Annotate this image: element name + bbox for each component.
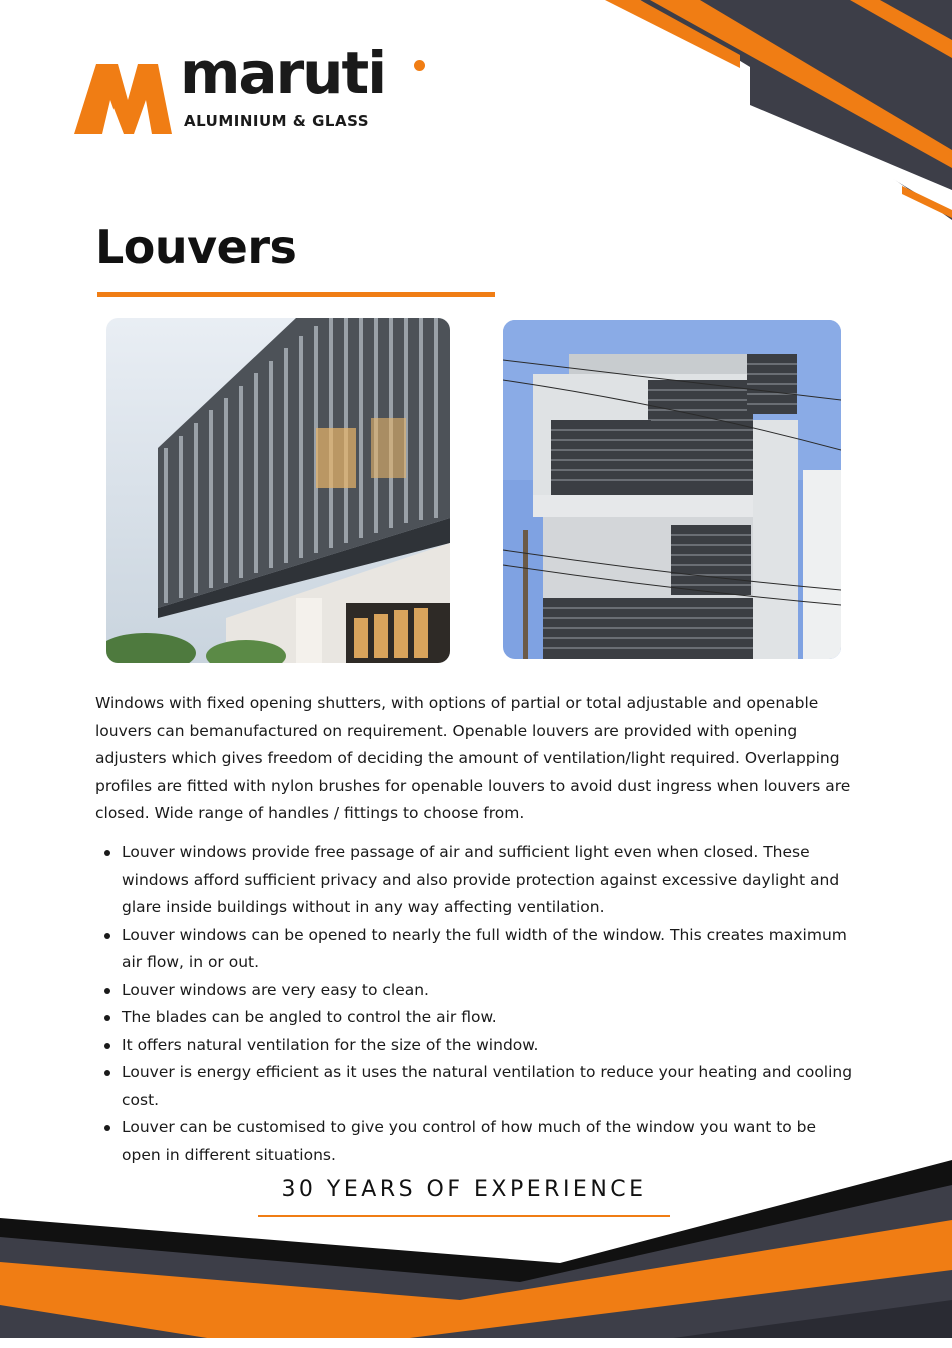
bullet-icon xyxy=(104,988,110,994)
list-item-text: Louver can be customised to give you control of how much of the window you want to be open in different situations. xyxy=(122,1118,817,1164)
logo-m-mark-icon xyxy=(74,60,172,134)
intro-paragraph: Windows with fixed opening shutters, with options of partial or total adjustable and openable louvers can bemanufactured on requirement. Openable louvers are provided with opening adjusters which gives freedom of deciding the amount of ventilation/light required. Overlapping profiles are fitted with nylon brushes for openable louvers to avoid dust ingress when louvers are closed. Wide range of handles / fittings to choose from. xyxy=(95,694,851,822)
bullet-icon xyxy=(104,1125,110,1131)
list-item xyxy=(95,1059,855,1114)
bullet-icon xyxy=(104,1070,110,1076)
brand-name: maruti xyxy=(180,39,386,107)
page-title: Louvers xyxy=(95,220,297,274)
experience-underline xyxy=(258,1215,670,1217)
brand-logo xyxy=(74,39,434,138)
title-underline xyxy=(97,292,495,297)
brand-dot xyxy=(414,60,425,71)
list-item xyxy=(95,1032,855,1060)
list-item xyxy=(95,839,855,922)
list-item-text: Louver windows provide free passage of air and sufficient light even when closed. These windows afford sufficient privacy and also provide protection against excessive daylight and glare inside buildings without in any way affecting ventilation. xyxy=(122,843,840,916)
louver-photo-horizontal xyxy=(503,320,841,659)
experience-tagline: 30 YEARS OF EXPERIENCE xyxy=(281,1177,647,1202)
list-item xyxy=(95,1114,855,1169)
brand-tagline: ALUMINIUM & GLASS xyxy=(184,112,369,130)
louver-photo-vertical xyxy=(106,318,450,663)
bullet-icon xyxy=(104,1015,110,1021)
list-item-text: Louver windows are very easy to clean. xyxy=(122,980,429,999)
list-item-text: Louver is energy efficient as it uses the natural ventilation to reduce your heating and cooling cost. xyxy=(122,1063,853,1109)
list-item-text: It offers natural ventilation for the size of the window. xyxy=(122,1035,539,1054)
list-item xyxy=(95,922,855,977)
list-item-text: Louver windows can be opened to nearly the full width of the window. This creates maximum air flow, in or out. xyxy=(122,925,847,971)
list-item xyxy=(95,977,855,1005)
bullet-icon xyxy=(104,1043,110,1049)
list-item xyxy=(95,1004,855,1032)
bullet-icon xyxy=(104,933,110,939)
feature-list xyxy=(95,839,855,1169)
bullet-icon xyxy=(104,850,110,856)
list-item-text: The blades can be angled to control the air flow. xyxy=(122,1008,497,1026)
